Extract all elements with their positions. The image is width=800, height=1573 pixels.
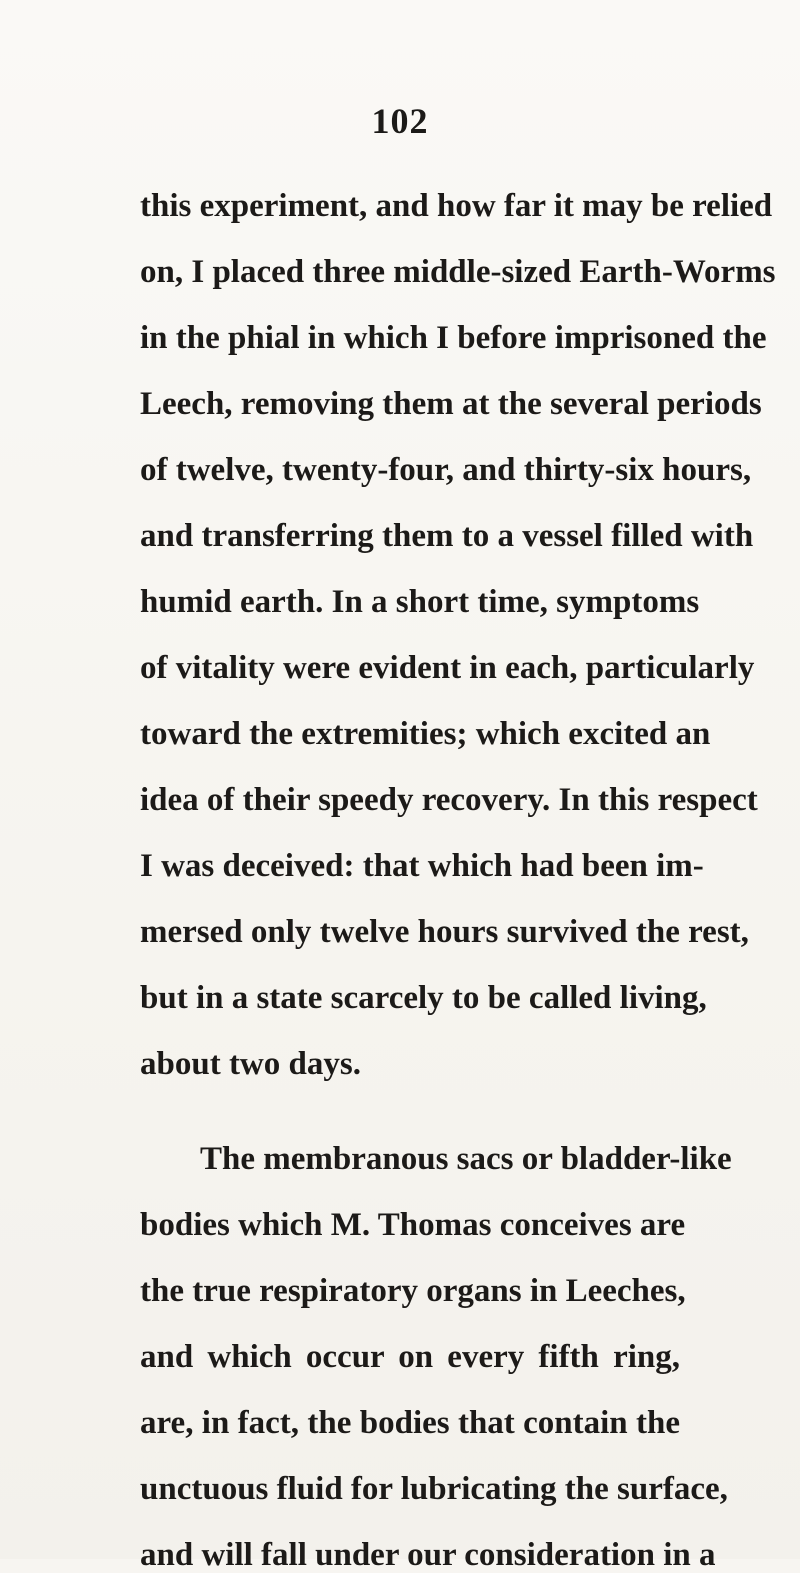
text-line: and transferring them to a vessel filled with — [140, 518, 754, 554]
text-line: mersed only twelve hours survived the rest, — [140, 914, 749, 950]
text-line: the true respiratory organs in Leeches, — [140, 1273, 686, 1309]
text-line: on, I placed three middle-sized Earth-Worms — [140, 254, 776, 290]
text-line: unctuous fluid for lubricating the surface, — [140, 1471, 728, 1507]
text-line: this experiment, and how far it may be relied — [140, 188, 773, 224]
text-line: bodies which M. Thomas conceives are — [140, 1207, 686, 1243]
text-line: but in a state scarcely to be called living, — [140, 980, 707, 1016]
text-line: Leech, removing them at the several periods — [140, 386, 762, 422]
text-line: I was deceived: that which had been im- — [140, 848, 704, 884]
text-line: are, in fact, the bodies that contain the — [140, 1405, 680, 1441]
text-line: and will fall under our consideration in a — [140, 1537, 716, 1573]
text-line: of vitality were evident in each, particularly — [140, 650, 755, 686]
text-line: toward the extremities; which excited an — [140, 716, 711, 752]
text-line: idea of their speedy recovery. In this respect — [140, 782, 758, 818]
page-number: 102 — [371, 101, 429, 141]
text-line: and which occur on every fifth ring, — [140, 1339, 680, 1375]
text-line: humid earth. In a short time, symptoms — [140, 584, 700, 620]
text-line: The membranous sacs or bladder-like — [200, 1141, 732, 1177]
text-line: of twelve, twenty-four, and thirty-six hours, — [140, 452, 752, 488]
text-line: in the phial in which I before imprisoned the — [140, 320, 767, 356]
text-line: about two days. — [140, 1046, 361, 1082]
